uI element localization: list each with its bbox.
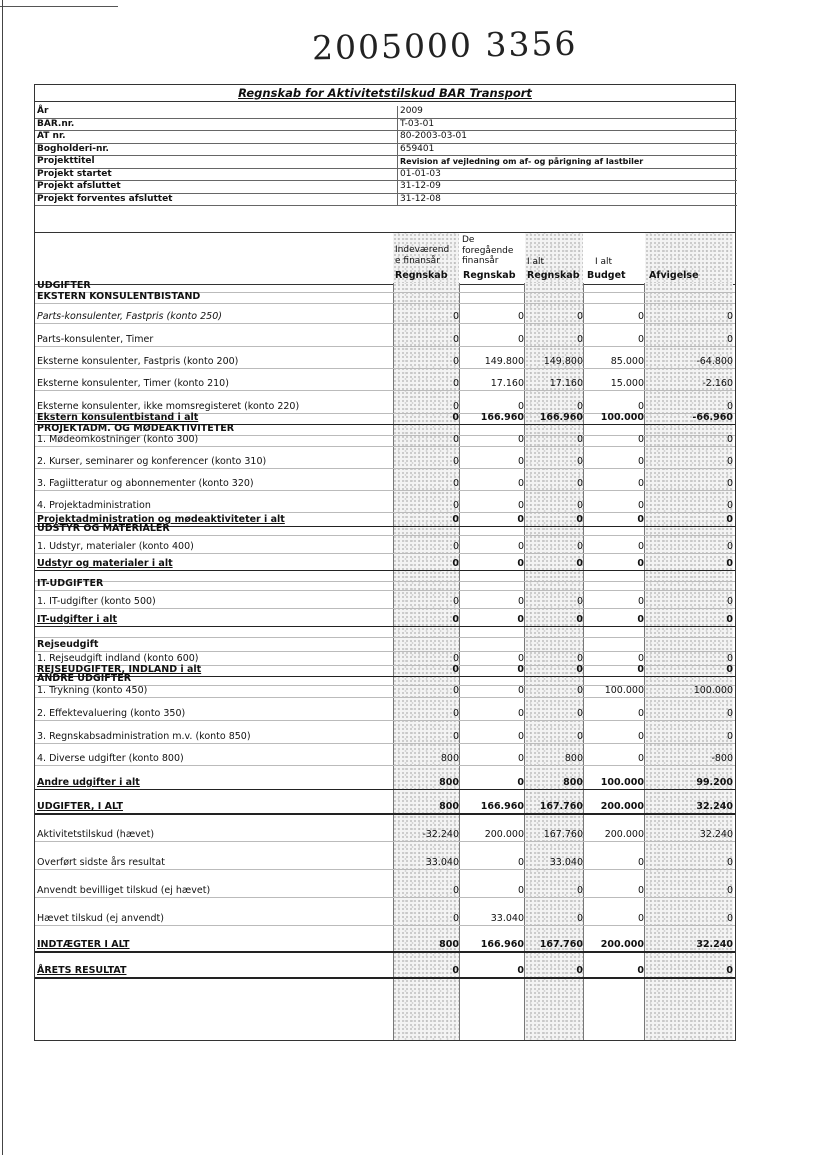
row-value: 200.000 xyxy=(484,829,524,840)
row-value: 0 xyxy=(452,356,459,367)
row-label: 1. Udstyr, materialer (konto 400) xyxy=(37,541,194,552)
row-label: Aktivitetstilskud (hævet) xyxy=(37,829,155,840)
info-label: År xyxy=(37,106,49,116)
row-value: 0 xyxy=(452,541,459,552)
header-current-year: Indeværend e finansår xyxy=(395,245,450,266)
row-value: 0 xyxy=(576,514,583,525)
row-value: 0 xyxy=(452,378,459,389)
row-value: 0 xyxy=(517,541,524,552)
row-value: 0 xyxy=(452,434,459,445)
row-value: 0 xyxy=(517,708,524,719)
row-value: 167.760 xyxy=(539,939,583,950)
row-value: 0 xyxy=(576,541,583,552)
data-grid xyxy=(35,280,735,1040)
row-label: EKSTERN KONSULENTBISTAND xyxy=(37,291,201,302)
row-value: 0 xyxy=(517,753,524,764)
row-value: 200.000 xyxy=(604,829,644,840)
row-value: 0 xyxy=(726,653,733,664)
subheader-budget: Budget xyxy=(587,270,626,281)
row-value: 167.760 xyxy=(543,829,583,840)
row-value: 0 xyxy=(576,478,583,489)
line-item-row xyxy=(35,303,735,324)
row-value: 0 xyxy=(637,708,644,719)
row-value: 0 xyxy=(637,434,644,445)
line-item-row xyxy=(35,897,735,926)
row-value: 0 xyxy=(576,456,583,467)
row-value: 0 xyxy=(637,614,644,625)
row-value: 100.000 xyxy=(604,685,644,696)
row-value: 0 xyxy=(517,334,524,345)
row-value: 200.000 xyxy=(600,801,644,812)
project-info-table xyxy=(35,106,737,206)
line-item-row xyxy=(35,468,735,491)
row-value: 0 xyxy=(637,456,644,467)
row-value: 0 xyxy=(517,558,524,569)
row-label: 2. Effektevaluering (konto 350) xyxy=(37,708,186,719)
row-value: 0 xyxy=(726,478,733,489)
total-row xyxy=(35,925,735,953)
row-label: ANDRE UDGIFTER xyxy=(37,673,132,684)
row-label: Parts-konsulenter, Fastpris (konto 250) xyxy=(37,311,222,322)
row-value: 33.040 xyxy=(490,913,524,924)
info-row xyxy=(35,169,737,182)
row-value: 0 xyxy=(637,731,644,742)
row-value: 17.160 xyxy=(490,378,524,389)
row-value: 0 xyxy=(452,596,459,607)
total-row xyxy=(35,553,735,571)
subheader-regnskab-2: Regnskab xyxy=(463,270,516,281)
row-value: 0 xyxy=(517,664,524,675)
row-label: Anvendt bevilliget tilskud (ej hævet) xyxy=(37,885,211,896)
row-value: 0 xyxy=(517,401,524,412)
row-value: 800 xyxy=(563,777,583,788)
row-label: Andre udgifter i alt xyxy=(37,777,140,788)
info-value: T-03-01 xyxy=(397,119,434,131)
row-value: 0 xyxy=(726,664,733,675)
row-value: 0 xyxy=(452,731,459,742)
info-value: 2009 xyxy=(397,106,423,118)
info-label: Projekt forventes afsluttet xyxy=(37,193,173,204)
row-value: 0 xyxy=(637,401,644,412)
row-value: 0 xyxy=(637,478,644,489)
info-label: Projekt afsluttet xyxy=(37,181,121,191)
row-value: 0 xyxy=(517,885,524,896)
row-label: INDTÆGTER I ALT xyxy=(37,939,130,950)
header-total-b: I alt xyxy=(595,257,613,267)
row-value: 33.040 xyxy=(549,857,583,868)
row-label: 1. IT-udgifter (konto 500) xyxy=(37,596,156,607)
row-value: 0 xyxy=(576,596,583,607)
row-value: 0 xyxy=(726,885,733,896)
total-row xyxy=(35,608,735,627)
row-value: 0 xyxy=(576,334,583,345)
sheet-title: Regnskab for Aktivitetstilskud BAR Transport xyxy=(35,85,735,102)
row-value: 0 xyxy=(517,596,524,607)
row-value: 0 xyxy=(637,753,644,764)
row-value: 32.240 xyxy=(696,801,733,812)
row-value: 0 xyxy=(452,456,459,467)
row-value: 0 xyxy=(452,708,459,719)
row-label: 1. Mødeomkostninger (konto 300) xyxy=(37,434,199,445)
info-label: AT nr. xyxy=(37,131,66,141)
line-item-row xyxy=(35,490,735,513)
row-label: IT-udgifter i alt xyxy=(37,614,118,625)
row-value: 0 xyxy=(637,913,644,924)
row-value: 0 xyxy=(637,965,644,976)
row-value: 0 xyxy=(452,514,459,525)
line-item-row xyxy=(35,368,735,391)
row-value: 0 xyxy=(517,653,524,664)
row-value: 0 xyxy=(452,913,459,924)
row-value: 0 xyxy=(726,334,733,345)
row-label: UDGIFTER, I ALT xyxy=(37,801,123,812)
row-value: 0 xyxy=(452,664,459,675)
row-label: 1. Trykning (konto 450) xyxy=(37,685,148,696)
row-value: 0 xyxy=(576,885,583,896)
header-previous-years: De foregående finansår xyxy=(462,235,514,266)
info-row xyxy=(35,131,737,144)
total-row xyxy=(35,765,735,790)
handwritten-reference-number: 2005000 3356 xyxy=(311,23,578,68)
row-value: 0 xyxy=(637,514,644,525)
row-value: 0 xyxy=(452,614,459,625)
row-value: 0 xyxy=(517,456,524,467)
info-row xyxy=(35,144,737,157)
row-value: 100.000 xyxy=(600,412,644,423)
row-value: 0 xyxy=(726,541,733,552)
row-value: 800 xyxy=(439,777,459,788)
row-value: 0 xyxy=(452,401,459,412)
section-header-row xyxy=(35,637,735,652)
row-label: UDGIFTER xyxy=(37,280,91,291)
row-label: Udstyr og materialer i alt xyxy=(37,558,173,569)
row-value: 0 xyxy=(517,857,524,868)
row-value: 0 xyxy=(517,777,524,788)
row-value: 0 xyxy=(452,500,459,511)
line-item-row xyxy=(35,590,735,609)
row-value: 0 xyxy=(726,708,733,719)
info-row xyxy=(35,106,737,119)
info-value: 80-2003-03-01 xyxy=(397,131,467,143)
row-value: 0 xyxy=(576,708,583,719)
row-value: 0 xyxy=(517,311,524,322)
accounting-sheet xyxy=(34,84,736,1041)
row-value: 100.000 xyxy=(600,777,644,788)
row-value: 0 xyxy=(517,434,524,445)
row-label: Overført sidste års resultat xyxy=(37,857,165,868)
row-value: 149.800 xyxy=(543,356,583,367)
row-value: -66.960 xyxy=(692,412,733,423)
row-value: 0 xyxy=(637,653,644,664)
info-label: Bogholderi-nr. xyxy=(37,143,109,154)
row-value: 0 xyxy=(726,857,733,868)
row-value: 0 xyxy=(637,885,644,896)
row-value: 99.200 xyxy=(696,777,733,788)
total-row xyxy=(35,951,735,979)
row-value: 800 xyxy=(439,801,459,812)
total-row xyxy=(35,789,735,815)
corner-line xyxy=(0,6,118,7)
row-value: 0 xyxy=(517,478,524,489)
info-value: 659401 xyxy=(397,144,434,156)
info-label: BAR.nr. xyxy=(37,118,75,129)
info-label: Projekt startet xyxy=(37,168,112,179)
row-value: 0 xyxy=(517,614,524,625)
row-value: -800 xyxy=(711,753,733,764)
info-row xyxy=(35,194,737,207)
row-value: 0 xyxy=(637,334,644,345)
row-value: 0 xyxy=(452,885,459,896)
row-label: PROJEKTADM. OG MØDEAKTIVITETER xyxy=(37,423,235,434)
row-value: 33.040 xyxy=(425,857,459,868)
row-label: Hævet tilskud (ej anvendt) xyxy=(37,913,164,924)
row-value: 0 xyxy=(452,334,459,345)
row-value: 0 xyxy=(726,311,733,322)
row-value: 166.960 xyxy=(480,801,524,812)
info-value: Revision af vejledning om af- og pårigning af lastbiler xyxy=(397,156,643,168)
line-item-row xyxy=(35,323,735,347)
subheader-afvigelse: Afvigelse xyxy=(649,270,699,281)
row-value: 85.000 xyxy=(610,356,644,367)
row-value: 167.760 xyxy=(539,801,583,812)
row-value: 0 xyxy=(517,731,524,742)
row-value: 0 xyxy=(576,913,583,924)
row-value: 0 xyxy=(452,558,459,569)
row-value: -2.160 xyxy=(702,378,733,389)
row-value: 0 xyxy=(452,412,459,423)
row-value: 0 xyxy=(726,913,733,924)
info-row xyxy=(35,181,737,194)
row-value: 0 xyxy=(576,500,583,511)
row-value: -64.800 xyxy=(696,356,733,367)
row-value: 32.240 xyxy=(699,829,733,840)
row-label: Parts-konsulenter, Timer xyxy=(37,334,154,345)
row-value: 0 xyxy=(637,558,644,569)
row-value: 0 xyxy=(576,614,583,625)
row-value: 166.960 xyxy=(480,939,524,950)
row-label: Eksterne konsulenter, Fastpris (konto 200) xyxy=(37,356,239,367)
row-value: 17.160 xyxy=(549,378,583,389)
row-value: 0 xyxy=(637,664,644,675)
row-value: 0 xyxy=(726,965,733,976)
row-label: 4. Diverse udgifter (konto 800) xyxy=(37,753,184,764)
row-value: 166.960 xyxy=(480,412,524,423)
row-value: 200.000 xyxy=(600,939,644,950)
row-value: 0 xyxy=(576,401,583,412)
scan-edge-line xyxy=(2,0,3,1155)
row-label: 3. Regnskabsadministration m.v. (konto 850) xyxy=(37,731,251,742)
row-value: 0 xyxy=(576,685,583,696)
header-total-a: I alt xyxy=(527,257,545,267)
row-value: 0 xyxy=(726,558,733,569)
row-label: Eksterne konsulenter, ikke momsregisteret (konto 220) xyxy=(37,401,300,412)
row-value: 0 xyxy=(726,434,733,445)
info-row xyxy=(35,119,737,132)
row-value: 800 xyxy=(439,939,459,950)
subheader-regnskab-1: Regnskab xyxy=(395,270,448,281)
row-label: IT-UDGIFTER xyxy=(37,578,104,589)
row-value: 0 xyxy=(637,541,644,552)
line-item-row xyxy=(35,346,735,369)
row-value: 0 xyxy=(517,514,524,525)
row-value: 32.240 xyxy=(696,939,733,950)
column-header-block xyxy=(35,232,735,285)
row-label: 3. Fagiitteratur og abonnementer (konto 320) xyxy=(37,478,254,489)
row-value: 0 xyxy=(637,500,644,511)
row-value: 0 xyxy=(452,653,459,664)
row-label: UDSTYR OG MATERIALER xyxy=(37,523,170,534)
row-value: 0 xyxy=(576,558,583,569)
row-value: 0 xyxy=(576,653,583,664)
row-label: Projektadministration og mødeaktiviteter i alt xyxy=(37,514,285,525)
line-item-row xyxy=(35,813,735,842)
info-value: 31-12-09 xyxy=(397,181,441,193)
row-value: 0 xyxy=(452,685,459,696)
row-value: 149.800 xyxy=(484,356,524,367)
line-item-row xyxy=(35,869,735,898)
row-value: 0 xyxy=(452,478,459,489)
line-item-row xyxy=(35,390,735,414)
row-value: 0 xyxy=(452,965,459,976)
row-label: Eksterne konsulenter, Timer (konto 210) xyxy=(37,378,229,389)
row-value: 0 xyxy=(517,965,524,976)
row-value: 0 xyxy=(452,311,459,322)
row-value: 0 xyxy=(726,514,733,525)
row-label: REJSEUDGIFTER, INDLAND i alt xyxy=(37,664,202,675)
row-value: 0 xyxy=(637,311,644,322)
row-value: 100.000 xyxy=(693,685,733,696)
info-value: 31-12-08 xyxy=(397,194,441,206)
line-item-row xyxy=(35,841,735,870)
row-value: 0 xyxy=(517,685,524,696)
row-value: 800 xyxy=(440,753,459,764)
row-label: 2. Kurser, seminarer og konferencer (konto 310) xyxy=(37,456,267,467)
row-value: 0 xyxy=(726,731,733,742)
line-item-row xyxy=(35,697,735,721)
row-value: 0 xyxy=(517,500,524,511)
row-value: 0 xyxy=(726,456,733,467)
row-value: 0 xyxy=(576,434,583,445)
row-value: 0 xyxy=(576,731,583,742)
line-item-row xyxy=(35,446,735,469)
row-label: Ekstern konsulentbistand i alt xyxy=(37,412,199,423)
row-label: ÅRETS RESULTAT xyxy=(37,965,127,976)
row-value: 0 xyxy=(637,596,644,607)
row-value: 0 xyxy=(726,596,733,607)
row-value: 0 xyxy=(726,500,733,511)
row-label: 1. Rejseudgift indland (konto 600) xyxy=(37,653,199,664)
row-label: Rejseudgift xyxy=(37,639,99,650)
row-value: 0 xyxy=(576,311,583,322)
row-value: 800 xyxy=(564,753,583,764)
row-value: 0 xyxy=(726,401,733,412)
info-row xyxy=(35,156,737,169)
line-item-row xyxy=(35,720,735,744)
line-item-row xyxy=(35,535,735,554)
row-value: 0 xyxy=(576,965,583,976)
row-label: 4. Projektadministration xyxy=(37,500,151,511)
row-value: 15.000 xyxy=(610,378,644,389)
row-value: 0 xyxy=(576,664,583,675)
row-value: -32.240 xyxy=(422,829,459,840)
line-item-row xyxy=(35,743,735,766)
subheader-regnskab-3: Regnskab xyxy=(527,270,580,281)
row-value: 0 xyxy=(726,614,733,625)
row-value: 166.960 xyxy=(539,412,583,423)
row-value: 0 xyxy=(637,857,644,868)
info-value: 01-01-03 xyxy=(397,169,441,181)
info-label: Projekttitel xyxy=(37,156,95,166)
